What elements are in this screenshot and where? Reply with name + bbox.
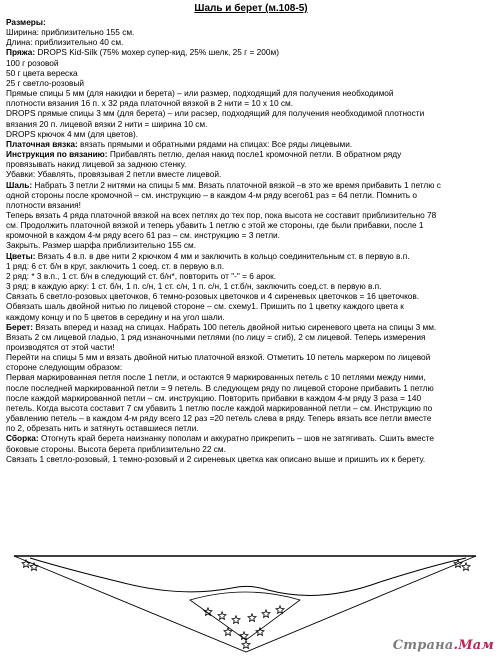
line-text: 25 г светло-розовый [6, 77, 85, 88]
text-line [6, 210, 496, 220]
text-line [6, 281, 496, 291]
line-text: после каждой маркированной петли – см. инструкцию. Повторить прибавки в каждом 4-м ряду 3 раза = 140 [6, 392, 422, 403]
line-text: Перейти на спицы 5 мм и вязать двойной нитью платочной вязкой. Отметить 10 петель маркером по лицевой [6, 352, 431, 363]
document-body [6, 17, 496, 464]
section-heading: Цветы: [6, 250, 36, 261]
line-text: Связать 6 светло-розовых цветочков, 6 темно-розовых цветочков и 4 сиреневых цветочков = 16 цветочков. [6, 291, 420, 302]
line-text: одной стороны после кромочной – см. инструкцию – в каждом 4-м ряду всего61 раз = 64 петли. Помнить о [6, 189, 418, 200]
text-line [6, 240, 496, 250]
line-text: 3 ряд: в каждую арку: 1 ст. б/н, 1 п. с/н, 1 ст. с/н, 1 п. с/н, 1 ст.б/н, заключить соед.ст. в первую в.п. [6, 281, 382, 292]
text-line [6, 58, 496, 68]
text-line [6, 454, 496, 464]
flower-star-icon [218, 612, 226, 620]
text-line [6, 149, 496, 159]
watermark-logo: Страна.Мам [392, 638, 494, 653]
text-line [6, 190, 496, 200]
flower-star-icon [462, 563, 470, 571]
line-text: 50 г цвета вереска [6, 67, 78, 78]
flower-star-icon [242, 641, 250, 649]
flower-star-icon [262, 610, 270, 618]
line-text: 100 г розовой [6, 57, 59, 68]
line-text: боковые стороны. Высота берета приблизительно 22 см. [6, 443, 226, 454]
flower-stars [22, 560, 470, 649]
text-line [6, 159, 496, 169]
line-text: провязывать накид лицевой за заднюю стенку. [6, 159, 187, 170]
line-text: после последней маркированной петли = 9 петель. В следующем ряду по лицевой стороне прибавить 1 петлю [6, 382, 434, 393]
section-heading: Берет: [6, 321, 33, 332]
text-line [6, 88, 496, 98]
text-line [6, 47, 496, 57]
text-line [6, 220, 496, 230]
line-text: Прибавлять петлю, делая накид после1 кромочной петли. В обратном ряду [107, 149, 402, 160]
line-text: см. Продолжить платочной вязкой и теперь убавить 1 петлю с этой же стороны, где были прибавки, после 1 [6, 220, 424, 231]
text-line [6, 312, 496, 322]
line-text: Связать 1 светло-розовый, 1 темно-розовый и 2 сиреневых цветка как описано выше и пришить их к берету. [6, 453, 426, 464]
section-heading: Сборка: [6, 433, 39, 444]
section-heading: Размеры: [6, 17, 46, 27]
line-text: Длина: приблизительно 40 см. [6, 37, 124, 48]
text-line [6, 291, 496, 301]
text-line [6, 413, 496, 423]
text-line [6, 200, 496, 210]
line-text: Вязать 4 в.п. в две нити 2 крючком 4 мм и заключить в кольцо соединительным ст. в первую в.п. [35, 250, 410, 261]
line-text: вязать прямыми и обратными рядами на спицах: Все ряды лицевыми. [77, 138, 353, 149]
text-line [6, 423, 496, 433]
flower-star-icon [232, 616, 240, 624]
text-line [6, 271, 496, 281]
line-text: плотности вязания 16 п. х 32 ряда платочной вязкой в 2 нити = 10 х 10 см. [6, 98, 294, 109]
line-text: по 2, обрезать нить и затянуть оставшиеся петли. [6, 423, 199, 434]
text-line [6, 27, 496, 37]
document-title: Шаль и берет (м.108-5) [194, 3, 308, 14]
line-text: DROPS прямые спицы 3 мм (для берета) – или расзер, подходящий для получения необходимой плотности [6, 108, 425, 119]
text-line [6, 230, 496, 240]
text-line [6, 372, 496, 382]
text-line [6, 180, 496, 190]
text-line [6, 98, 496, 108]
line-text: убавлению петель – в каждом 4-м ряду всего 12 раз =20 петель слева в ряду. Теперь вязать все петли вместе [6, 413, 432, 424]
text-line [6, 261, 496, 271]
text-line [6, 129, 496, 139]
line-text: Убавки: Убавлять, провязывая 2 петли вместе лицевой. [6, 169, 222, 180]
text-line [6, 403, 496, 413]
text-line [6, 17, 496, 27]
document-page [6, 3, 496, 464]
line-text: Вязать вперед и назад на спицах. Набрать 100 петель двойной нитью сиреневого цвета на спицы 3 мм. [32, 321, 437, 332]
line-text: кромочной в каждом 4-м ряду всего 61 раз – см. инструкцию = 3 петли. [6, 230, 280, 241]
flower-star-icon [240, 632, 248, 640]
section-heading: Платочная вязка: [6, 138, 78, 149]
line-text: стороне следующим образом: [6, 362, 123, 373]
text-line [6, 139, 496, 149]
text-line [6, 383, 496, 393]
line-text: Прямые спицы 5 мм (для накидки и берета) – или размер, подходящий для получения необходимой [6, 88, 394, 99]
line-text: 1 ряд: 6 ст. б/н в круг, заключить 1 соед. ст. в первую в.п. [6, 260, 225, 271]
text-line [6, 37, 496, 47]
text-line [6, 352, 496, 362]
line-text: Закрыть. Размер шарфа приблизительно 155 см. [6, 240, 197, 251]
text-line [6, 119, 496, 129]
text-line [6, 301, 496, 311]
section-heading: Шаль: [6, 179, 33, 190]
line-text: DROPS крючок 4 мм (для цветов). [6, 128, 139, 139]
section-heading: Инструкция по вязанию: [6, 149, 108, 160]
text-line [6, 322, 496, 332]
line-text: 2 ряд: * 3 в.п., 1 ст. б/н в следующий ст. б/н*, повторить от "-" = 6 арок. [6, 270, 277, 281]
line-text: Ширина: приблизительно 155 см. [6, 27, 135, 38]
line-text: Теперь вязать 4 ряда платочной вязкой на всех петлях до тех пор, пока высота не составит приблизительно 78 [6, 209, 437, 220]
text-line [6, 433, 496, 443]
line-text: DROPS Kid-Silk (75% мохер супер-кид, 25% шелк, 25 г = 200м) [35, 47, 279, 58]
line-text: вязания 20 п. лицевой вязки 2 нити = ширина 10 см. [6, 118, 208, 129]
text-line [6, 342, 496, 352]
flower-star-icon [248, 614, 256, 622]
text-line [6, 362, 496, 372]
line-text: производятся от этой части! [6, 342, 115, 352]
text-line [6, 78, 496, 88]
text-line [6, 68, 496, 78]
text-line [6, 169, 496, 179]
line-text: Отогнуть край берета наизнанку пополам и аккуратно прикрепить – шов не затягивать. Сшить вместе [38, 433, 435, 444]
text-line [6, 251, 496, 261]
flower-star-icon [256, 628, 264, 636]
flower-star-icon [204, 608, 212, 616]
line-text: петель. Когда высота составит 7 см убавить 1 петлю после каждой маркированной петли – см. Инструкцию по [6, 402, 433, 413]
line-text: Вязать 2 см лицевой гладью, 1 ряд изнаночными петлями (по лицу = сгиб), 2 см лицевой. Теперь измерения [6, 331, 426, 342]
line-text: каждому концу и по 5 цветов в середину и на угол шали. [6, 311, 225, 322]
line-text: плотности вязания! [6, 199, 81, 210]
line-text: Первая маркированная петля после 1 петли, и остаются 9 маркированных петель с 10 петлями между ними, [6, 372, 426, 383]
line-text: Обвязать шаль двойной нитью по лицевой стороне – см. схему1. Пришить по 1 цветку каждого цвета к [6, 301, 404, 312]
text-line [6, 108, 496, 118]
text-line [6, 393, 496, 403]
section-heading: Пряжа: [6, 47, 36, 58]
line-text: Набрать 3 петли 2 нитями на спицы 5 мм. Вязать платочной вязкой –в это же время прибавить 1 петлю с [32, 179, 441, 190]
text-line [6, 332, 496, 342]
text-line [6, 444, 496, 454]
shawl-inner-band [190, 592, 300, 640]
